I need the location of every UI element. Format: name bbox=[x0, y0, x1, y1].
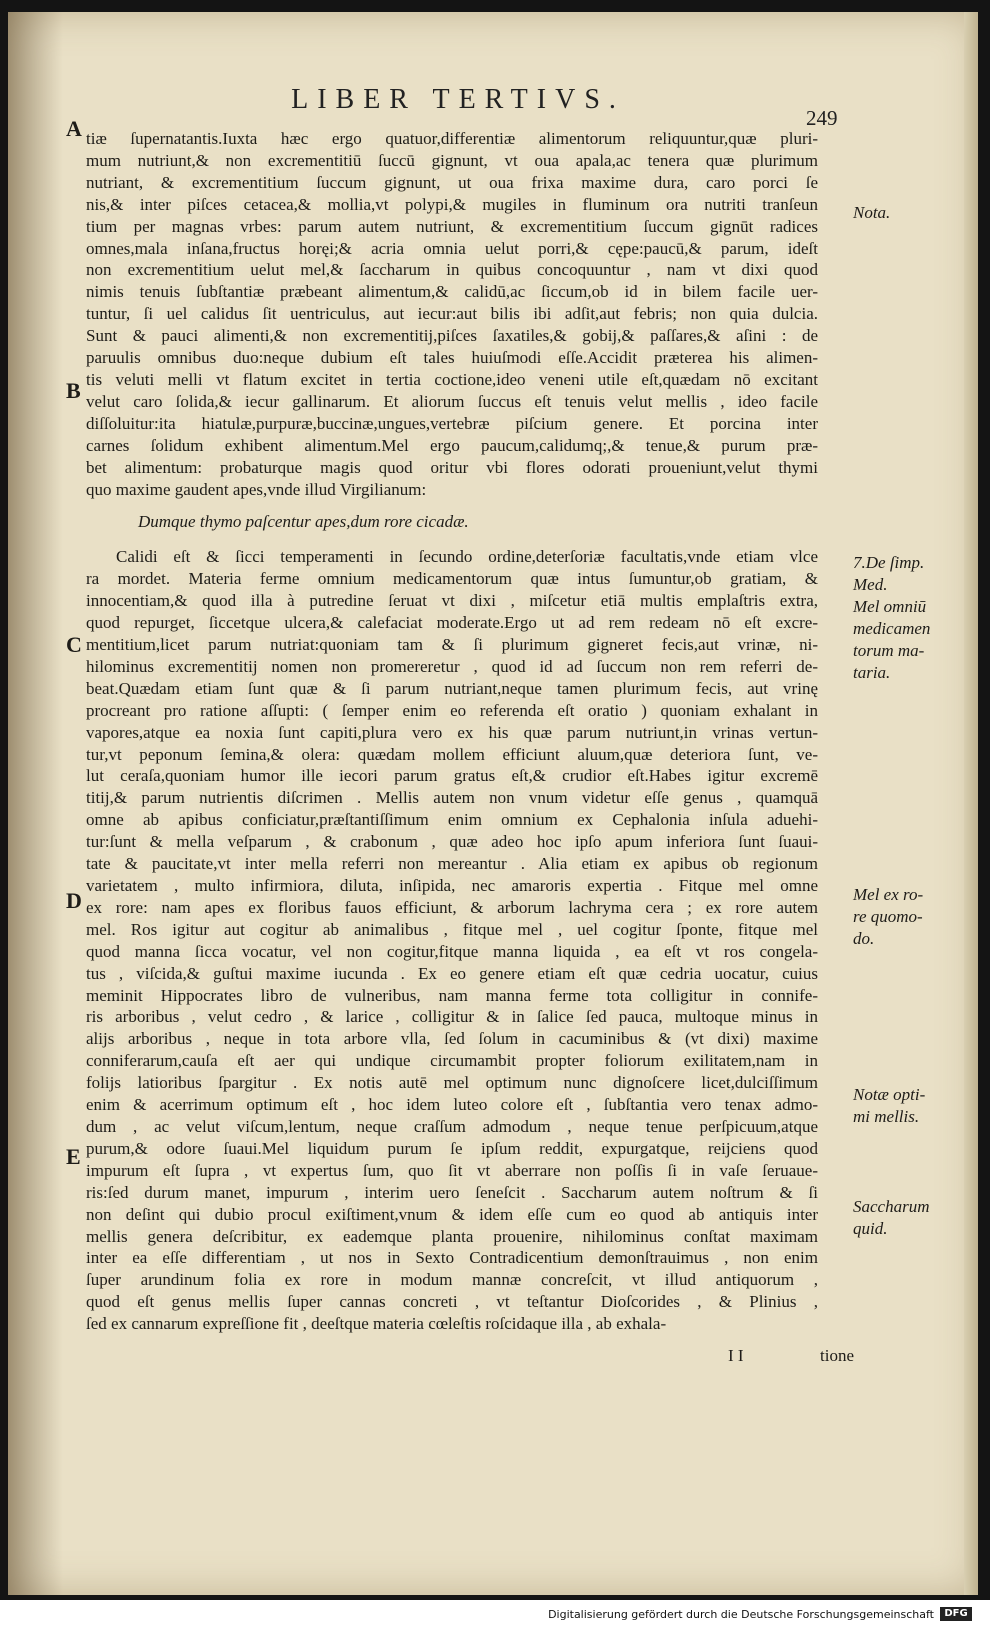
text-line: mentitium,licet parum nutriat:quoniam tam & ſi plurimum gigneret fecis,aut vrinæ, ni- bbox=[86, 635, 818, 655]
margin-note-line: quid. bbox=[853, 1219, 888, 1238]
margin-note-line: re quomo- bbox=[853, 907, 923, 926]
text-line: inter ea eſſe differentiam , ut nos in Sexto Contradicentium demonſtrauimus , non enim bbox=[86, 1248, 818, 1268]
text-line: Sunt & pauci alimenti,& non excrementitij,piſces ſaxatiles,& gobij,& paſſares,& aſini : de bbox=[86, 326, 818, 346]
catchword: tione bbox=[820, 1346, 854, 1365]
text-line: tur,vt peponum ſemina,& olera: quædam mollem efficiunt aluum,quæ deteriora ſunt, ve- bbox=[86, 744, 818, 764]
text-line: varietatem , multo infirmiora, diluta, inſipida, nec amaroris expertia . Fitque mel omne bbox=[86, 876, 818, 895]
book-page bbox=[8, 12, 978, 1595]
margin-note-line: Med. bbox=[853, 575, 888, 594]
text-line: quod manna ſicca vocatur, vel non cogitur,fitque manna liquida , ea eſt vt ros congela- bbox=[86, 941, 818, 961]
verse-quotation: Dumque thymo paſcentur apes,dum rore cicadæ. bbox=[138, 512, 469, 532]
section-letter-d: D bbox=[66, 888, 82, 913]
text-line: quod repurget, ſiccetque ulcera,& calefaciat moderate.Ergo ut ad rem redeam nō eſt excre- bbox=[86, 613, 818, 633]
text-line: titij,& parum nutrientis diſcrimen . Mellis autem non vnum videtur eſſe genus , quamquā bbox=[86, 788, 818, 808]
margin-note-line: medicamen bbox=[853, 619, 931, 638]
binding-shadow bbox=[8, 12, 63, 1595]
margin-note-saccharum bbox=[853, 1196, 971, 1240]
text-line: omne ab apibus conficiatur,præſtantiſſimum enim omnium ex Cephalonia inſula aduehi- bbox=[86, 810, 818, 830]
text-line: tus , viſcida,& guſtui maxime iucunda . Ex eo genere etiam eſt quæ cedria uocatur, cuius bbox=[86, 963, 818, 983]
text-line: nutriant, & excrementitium ſuccum gignunt, ut oua frixa maxime dura, caro porci ſe bbox=[86, 172, 818, 192]
margin-note-notae-optimi-mellis bbox=[853, 1084, 971, 1128]
text-line: velut caro ſolida,& iecur gallinarum. Et aliorum ſuccus eſt tenuis velut mellis , ideo facile bbox=[86, 391, 818, 411]
text-line: enim & acerrimum optimum eſt , hoc idem luteo colore eſt , ſubſtantia vero tenax admo- bbox=[86, 1095, 818, 1115]
text-line: tium per magnas vrbes: parum autem nutriunt, & excrementitium ſuccum gignūt radices bbox=[86, 216, 818, 236]
section-letter-e: E bbox=[66, 1144, 81, 1169]
text-line: ſuper arundinum folia ex rore in modum mannæ concreſcit, vt illud antiquorum , bbox=[86, 1270, 818, 1290]
text-line: tis veluti melli vt flatum excitet in tertia coctione,ideo veneni utile eſt,quædam nō excitant bbox=[86, 369, 818, 389]
text-line: innocentiam,& quod illa à putredine ſeruat vt dixi , miſcetur etiā multis emplaſtris extra, bbox=[86, 591, 818, 611]
margin-note-mel-ex-rore bbox=[853, 884, 971, 950]
text-line: beat.Quædam etiam ſunt quæ & ſi parum nutriant,neque tamen plurimum fecis, aut vrinę bbox=[86, 678, 818, 698]
margin-note-line: do. bbox=[853, 929, 875, 948]
text-line: mel. Ros igitur aut cogitur ab animalibus , fitque mel , uel cogitur ſponte, fitque mel bbox=[86, 919, 818, 939]
text-line: dum , ac velut viſcum,lentum, neque craſſum admodum , neque tenue perſpicuum,atque bbox=[86, 1116, 818, 1136]
text-line: non excrementitium uelut mel,& ſaccharum in quibus concoquuntur , nam vt dixi quod bbox=[86, 260, 818, 280]
text-line: paruulis omnibus duo:neque dubium eſt tales huiuſmodi eſſe.Accidit præterea his alimen- bbox=[86, 348, 818, 368]
text-line: tate & paucitate,vt inter mella referri non mereantur . Alia etiam ex apibus ob regionum bbox=[86, 854, 818, 874]
text-line: meminit Hippocrates libro de vulneribus, nam manna ferme tota colligitur in connife- bbox=[86, 985, 818, 1005]
text-line: carnes ſolidum exhibent alimentum.Mel ergo paucum,calidumq;,& tenue,& purum præ- bbox=[86, 435, 818, 455]
section-letter-c: C bbox=[66, 632, 82, 657]
margin-note-line: Notæ opti- bbox=[853, 1085, 926, 1104]
text-line: nimis tenuis ſubſtantiæ præbeant alimentum,& calidū,ac ſiccum,ob id in bilem facile uer- bbox=[86, 282, 818, 302]
text-line: conniferarum,cauſa eſt aer qui undique circumambit propter foliorum exilitatem,nam in bbox=[86, 1051, 818, 1071]
margin-note-line: Mel omniū bbox=[853, 597, 927, 616]
page-edge bbox=[964, 12, 978, 1595]
text-line: ex rore: nam apes ex floribus fauos efficiunt, & arborum lachryma cera ; ex rore autem bbox=[86, 897, 818, 917]
text-line: Calidi eſt & ſicci temperamenti in ſecundo ordine,deterſoriæ facultatis,vnde etiam vlce bbox=[116, 547, 818, 567]
text-line: tur:ſunt & mella veſparum , & crabonum , quæ adeo hoc ipſo apum inferiora ſunt ſuaui- bbox=[86, 832, 818, 852]
running-head: LIBER TERTIVS. bbox=[291, 84, 625, 115]
footer-credit-text: Digitalisierung gefördert durch die Deutsche Forschungsgemeinschaft bbox=[548, 1608, 934, 1621]
dfg-logo: DFG bbox=[940, 1607, 972, 1621]
section-letter-a: A bbox=[66, 116, 82, 141]
margin-note-line: Mel ex ro- bbox=[853, 885, 924, 904]
text-line: quod eſt genus mellis ſuper cannas concreti , vt teſtantur Dioſcorides , & Plinius , bbox=[86, 1292, 818, 1312]
main-text bbox=[86, 128, 818, 1335]
text-line: ris arboribus , velut cedro , & larice , colligitur & in ſalice ſed pauca, multoque minus in bbox=[86, 1007, 818, 1027]
text-line: lut ceraſa,quoniam humor ille iecori parum gratus eſt,& crudior eſt.Habes igitur excremē bbox=[86, 766, 818, 786]
margin-note-line: taria. bbox=[853, 663, 891, 682]
margin-note-line: mi mellis. bbox=[853, 1107, 920, 1126]
margin-note-line: torum ma- bbox=[853, 641, 925, 660]
text-line: omnes,mala inſana,fructus horęi;& acria omnia uelut porri,& cępe:paucū,& parum, ideſt bbox=[86, 238, 818, 258]
text-line: ris:ſed durum manet, impurum , interim uero ſeneſcit . Saccharum autem noſtrum & ſi bbox=[86, 1182, 818, 1202]
text-line: folijs latioribus ſpargitur . Ex notis autē mel optimum nunc dignoſcere licet,dulciſſimum bbox=[86, 1073, 818, 1093]
margin-note-line: 7.De ſimp. bbox=[853, 553, 925, 572]
text-line: hilominus excrementitij nomen non promereretur , quod id ad ſuccum non rem referri de- bbox=[86, 656, 818, 676]
text-line: impurum eſt ſupra , vt expertus ſum, quo ſit vt aberrare non poſſis ſi in vaſe ſeruaue- bbox=[86, 1160, 818, 1180]
paragraph-mel bbox=[86, 546, 818, 1335]
text-line: non deſint qui dubio procul exiſtiment,vnum & idem eſſe cum eo quod ab antiquis inter bbox=[86, 1204, 818, 1224]
text-line: tuntur, ſi uel calidus ſit uentriculus, aut iecur:aut bilis ibi adſit,aut febris; non quia dulcia. bbox=[86, 304, 818, 324]
text-line: mum nutriunt,& non excrementitiū ſuccū gignunt, vt oua apala,ac tenera quæ plurimum bbox=[86, 150, 818, 170]
section-letter-b: B bbox=[66, 378, 81, 403]
text-line: quo maxime gaudent apes,vnde illud Virgilianum: bbox=[86, 479, 427, 499]
text-line: vapores,atque ea noxia ſunt capiti,plura vero ex his quæ parum nutriunt,in vrinas vertun- bbox=[86, 722, 818, 742]
text-line: nis,& inter piſces cetacea,& mollia,vt polypi,& mugiles in fluminum ora nutriti tranſeun bbox=[86, 194, 818, 214]
paragraph-alimenta bbox=[86, 128, 818, 500]
text-line: mellis genera deſcribitur, ex eademque planta prouenire, nihilominus conſtat maximam bbox=[86, 1226, 818, 1246]
margin-note-de-simp-med bbox=[853, 552, 971, 684]
text-line: procreant pro ratione aſſupti: ( ſemper enim eo referenda eſt oratio ) quoniam exhalant in bbox=[86, 700, 818, 720]
folio-number: 249 bbox=[806, 106, 838, 130]
margin-note-nota: Nota. bbox=[853, 203, 891, 222]
footer-credit bbox=[0, 1604, 1000, 1628]
text-line: ra mordet. Materia ferme omnium medicamentorum quæ intus ſumuntur,ob gratiam, & bbox=[86, 569, 818, 589]
margin-note-line: Saccharum bbox=[853, 1197, 930, 1216]
text-line: bet alimentum: probaturque magis quod oritur vbi flores odorati proueniunt,velut thymi bbox=[86, 457, 818, 477]
text-line: alijs arboribus , neque in tota arbore vlla, ſed ſolum in cacuminibus & (vt dixi) maxime bbox=[86, 1029, 818, 1049]
signature-mark: I I bbox=[728, 1346, 744, 1365]
text-line: diſſoluitur:ita hiatulæ,purpuræ,buccinæ,ungues,vertebræ piſcium genere. Et porcina inter bbox=[86, 413, 818, 433]
text-line: ſed ex cannarum expreſſione fit , deeſtque materia cœleſtis roſcidaque illa , ab exhala- bbox=[86, 1314, 667, 1334]
text-line: tiæ ſupernatantis.Iuxta hæc ergo quatuor,differentiæ alimentorum reliquuntur,quæ pluri- bbox=[86, 129, 818, 148]
text-line: purum,& odore ſuaui.Mel liquidum purum ſe ipſum reddit, expurgatque, reijciens quod bbox=[86, 1138, 818, 1158]
